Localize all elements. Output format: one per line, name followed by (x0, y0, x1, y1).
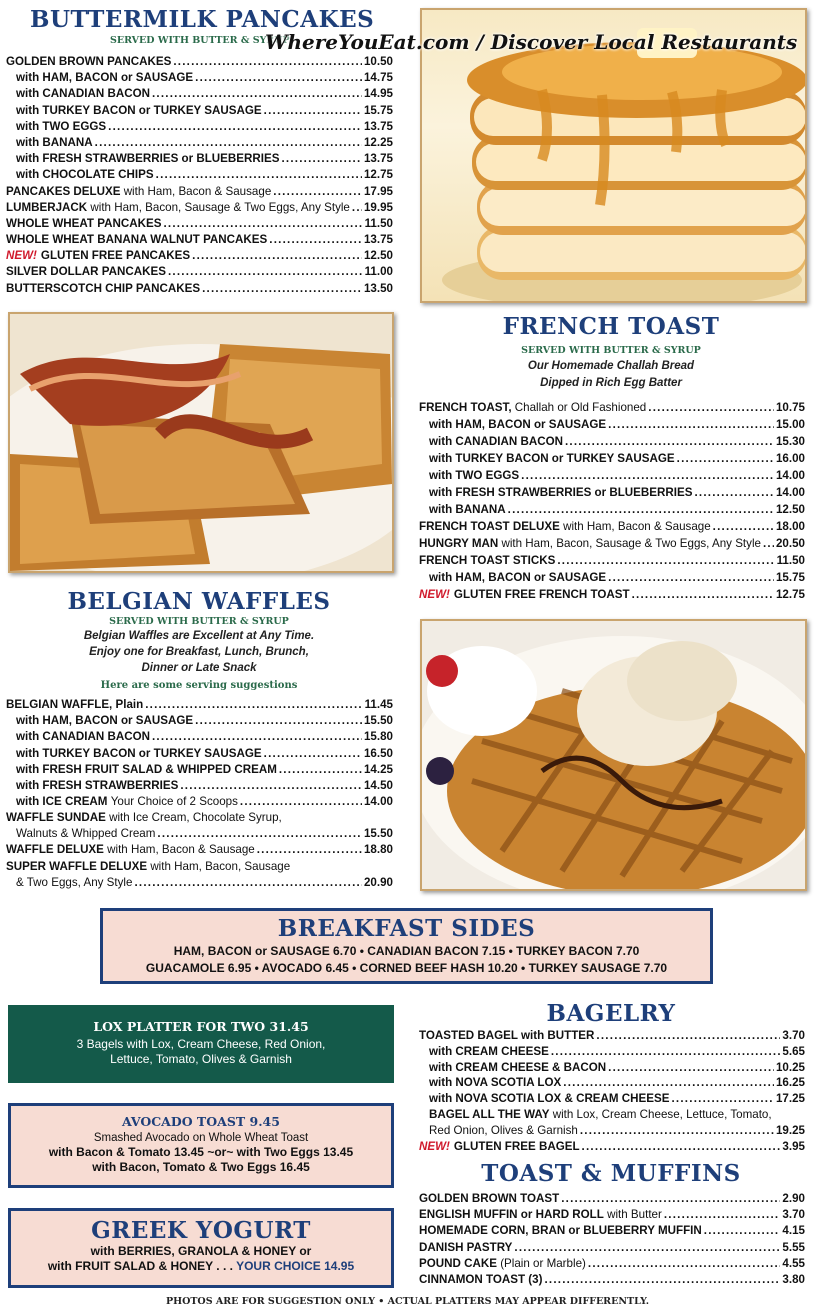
menu-item-name: with CREAM CHEESE (429, 1044, 549, 1058)
avocado-toast-line-3: with Bacon, Tomato & Two Eggs 16.45 (92, 1160, 310, 1174)
menu-item-name: with HAM, BACON or SAUSAGE (16, 714, 194, 728)
super-waffle-price: 20.90 (363, 875, 393, 889)
menu-item (419, 1191, 805, 1207)
waffle-deluxe-desc: with Ham, Bacon & Sausage (107, 843, 255, 857)
avocado-toast-title: AVOCADO TOAST 9.45 (122, 1114, 280, 1129)
super-waffle-name: SUPER WAFFLE DELUXE (6, 859, 148, 873)
menu-item-name: SILVER DOLLAR PANCAKES (6, 265, 166, 279)
menu-item-desc: with Ham, Bacon & Sausage (123, 184, 272, 198)
menu-item (419, 1044, 805, 1060)
menu-item-desc: with Ham, Bacon & Sausage (563, 520, 711, 533)
waffles-menu (6, 697, 393, 810)
waffles-specials (6, 810, 393, 891)
menu-item (6, 54, 393, 70)
new-badge: NEW! (6, 249, 37, 263)
menu-item-name: POUND CAKE (419, 1256, 497, 1270)
bagelry-title: BAGELRY (546, 1000, 676, 1027)
menu-item (419, 569, 805, 586)
toast-muffins-title: TOAST & MUFFINS (481, 1160, 741, 1187)
menu-item (6, 232, 393, 248)
waffle-sundae-name: WAFFLE SUNDAE (6, 811, 106, 824)
menu-item-name: HOMEMADE CORN, BRAN or BLUEBERRY MUFFIN (419, 1224, 702, 1238)
menu-item-price: 3.70 (782, 1029, 805, 1042)
menu-item (6, 119, 393, 135)
menu-item (419, 484, 805, 501)
menu-item-name: ENGLISH MUFFIN or HARD ROLL (419, 1208, 604, 1222)
greek-yogurt-title: GREEK YOGURT (91, 1217, 311, 1244)
new-badge: NEW! (419, 588, 450, 601)
menu-item (6, 778, 393, 794)
menu-item-price: 14.75 (363, 71, 393, 85)
menu-item (419, 1207, 805, 1223)
avocado-toast-line-1: Smashed Avocado on Whole Wheat Toast (93, 1132, 309, 1144)
menu-item-price: 20.50 (775, 537, 805, 550)
menu-item (6, 184, 393, 200)
menu-item-price: 11.50 (776, 554, 805, 567)
menu-item-name: with CANADIAN BACON (16, 730, 150, 744)
menu-item-name: BELGIAN WAFFLE, Plain (6, 698, 144, 711)
french-toast-note-1: Our Homemade Challah Bread (527, 360, 695, 372)
waffles-title: BELGIAN WAFFLES (67, 588, 331, 615)
french-toast-title: FRENCH TOAST (502, 313, 720, 340)
greek-yogurt-box (8, 1208, 394, 1288)
waffle-sundae-price: 15.50 (363, 827, 393, 841)
french-toast-subtitle: SERVED WITH BUTTER & SYRUP (521, 345, 701, 356)
menu-item-price: 17.25 (775, 1092, 805, 1106)
menu-item-price: 15.50 (363, 714, 393, 728)
menu-item-name: with TWO EGGS (16, 119, 107, 133)
menu-item-price: 12.50 (775, 503, 805, 516)
menu-item (6, 103, 393, 119)
avocado-toast-line-2: with Bacon & Tomato 13.45 ~or~ with Two Eggs 13.45 (48, 1145, 354, 1159)
menu-item-name: with TURKEY BACON or TURKEY SAUSAGE (16, 103, 262, 117)
menu-item-price: 12.50 (363, 249, 393, 263)
menu-item-price: 4.15 (782, 1224, 805, 1238)
menu-item-price: 16.50 (363, 746, 393, 760)
menu-item (6, 762, 393, 778)
menu-item-name: with HAM, BACON or SAUSAGE (429, 418, 607, 431)
menu-item (6, 713, 393, 729)
menu-item-desc: with Ham, Bacon, Sausage & Two Eggs, Any Style (501, 537, 761, 550)
menu-item-name: with ICE CREAM (16, 795, 108, 809)
menu-item (6, 216, 393, 232)
menu-item (419, 552, 805, 569)
new-badge: NEW! (419, 1139, 450, 1153)
menu-item-price: 19.95 (363, 200, 393, 214)
menu-item (6, 746, 393, 762)
menu-item (6, 86, 393, 102)
menu-item (419, 1060, 805, 1076)
menu-item (419, 535, 805, 552)
bagelry-extra (419, 1107, 805, 1154)
menu-item-desc: with Butter (607, 1208, 662, 1222)
menu-item (419, 1240, 805, 1256)
menu-item-name: FRENCH TOAST DELUXE (419, 520, 560, 533)
pancakes-title: BUTTERMILK PANCAKES (30, 6, 375, 33)
menu-item-price: 14.00 (775, 469, 805, 482)
menu-item-name: with FRESH FRUIT SALAD & WHIPPED CREAM (16, 762, 277, 776)
menu-item-price: 14.50 (363, 778, 393, 792)
menu-item-name: with CANADIAN BACON (16, 87, 150, 101)
breakfast-sides-line-2: GUACAMOLE 6.95 • AVOCADO 6.45 • CORNED BEEF HASH 10.20 • TURKEY SAUSAGE 7.70 (145, 961, 668, 975)
menu-item-name: FRENCH TOAST, (419, 401, 512, 414)
menu-item (6, 135, 393, 151)
waffles-note-1: Belgian Waffles are Excellent at Any Time. (83, 630, 315, 642)
menu-item (419, 1223, 805, 1239)
menu-item-price: 4.55 (782, 1256, 805, 1270)
waffle-deluxe-price: 18.80 (363, 843, 393, 857)
menu-item-price: 17.95 (363, 184, 393, 198)
menu-item-price: 18.00 (775, 520, 805, 533)
menu-item-name: with CREAM CHEESE & BACON (429, 1060, 607, 1074)
waffle-sundae-desc-1: with Ice Cream, Chocolate Syrup, (109, 811, 282, 824)
menu-item-name: with BANANA (16, 135, 93, 149)
menu-item (419, 467, 805, 484)
menu-item (6, 794, 393, 810)
menu-item-name: with NOVA SCOTIA LOX (429, 1076, 562, 1090)
menu-item (419, 586, 805, 603)
menu-item-desc: Your Choice of 2 Scoops (110, 795, 238, 809)
pancakes-subtitle: SERVED WITH BUTTER & SYRUP (110, 35, 290, 46)
gluten-free-bagel-price: 3.95 (782, 1139, 805, 1153)
menu-item-price: 15.75 (775, 571, 805, 584)
menu-item (419, 501, 805, 518)
menu-item-name: GLUTEN FREE FRENCH TOAST (453, 588, 630, 601)
menu-item (6, 151, 393, 167)
menu-item-name: with TWO EGGS (429, 469, 520, 482)
menu-item-price: 13.50 (363, 281, 393, 295)
menu-item-name: GLUTEN FREE PANCAKES (40, 249, 191, 263)
menu-item-name: GOLDEN BROWN TOAST (419, 1192, 560, 1205)
french-toast-menu (419, 399, 805, 603)
menu-item (419, 399, 805, 416)
menu-item (419, 1091, 805, 1107)
toast-muffins-menu (419, 1191, 805, 1288)
menu-item (419, 416, 805, 433)
menu-item-price: 13.75 (363, 152, 393, 166)
menu-item-price: 2.90 (782, 1192, 805, 1205)
breakfast-sides-title: BREAKFAST SIDES (277, 915, 536, 942)
breakfast-sides-line-1: HAM, BACON or SAUSAGE 6.70 • CANADIAN BACON 7.15 • TURKEY BACON 7.70 (173, 944, 640, 958)
menu-item-price: 3.70 (782, 1208, 805, 1222)
menu-item-price: 13.75 (363, 233, 393, 247)
menu-item-desc: Challah or Old Fashioned (514, 401, 647, 414)
bagel-all-way-price: 19.25 (775, 1123, 805, 1137)
waffle-sundae-desc-2: Walnuts & Whipped Cream (16, 827, 156, 841)
pancakes-menu (6, 54, 393, 297)
menu-item-price: 11.50 (364, 216, 393, 230)
french-toast-image (10, 314, 392, 571)
menu-item-price: 12.75 (775, 588, 805, 601)
waffles-subtitle: SERVED WITH BUTTER & SYRUP (109, 616, 289, 627)
super-waffle-desc-1: with Ham, Bacon, Sausage (150, 859, 291, 873)
french-toast-photo (8, 312, 394, 573)
menu-item-name: FRENCH TOAST STICKS (419, 554, 556, 567)
menu-item (6, 281, 393, 297)
menu-item-name: with BANANA (429, 503, 506, 516)
menu-item (419, 1256, 805, 1272)
menu-item-name: WHOLE WHEAT BANANA WALNUT PANCAKES (6, 233, 268, 247)
menu-item-price: 5.65 (782, 1044, 805, 1058)
super-waffle-desc-2: & Two Eggs, Any Style (16, 875, 133, 889)
breakfast-sides-box (100, 908, 713, 984)
menu-item (419, 1028, 805, 1044)
waffles-note-2: Enjoy one for Breakfast, Lunch, Brunch, (89, 646, 309, 658)
menu-item-price: 11.45 (364, 698, 393, 711)
menu-item-name: LUMBERJACK (6, 200, 88, 214)
menu-item-price: 14.00 (775, 486, 805, 499)
menu-item (6, 248, 393, 264)
footer-disclaimer: PHOTOS ARE FOR SUGGESTION ONLY • ACTUAL PLATTERS MAY APPEAR DIFFERENTLY. (165, 1296, 650, 1307)
menu-item-price: 16.25 (775, 1076, 805, 1090)
bagel-all-way-name: BAGEL ALL THE WAY (429, 1108, 550, 1121)
menu-item-name: with FRESH STRAWBERRIES or BLUEBERRIES (429, 486, 693, 499)
menu-item-name: with TURKEY BACON or TURKEY SAUSAGE (429, 452, 675, 465)
menu-item-price: 11.00 (364, 265, 393, 279)
gluten-free-bagel-name: GLUTEN FREE BAGEL (453, 1139, 580, 1153)
menu-item-price: 15.75 (363, 103, 393, 117)
avocado-toast-box (8, 1103, 394, 1188)
waffle-deluxe-name: WAFFLE DELUXE (6, 843, 104, 857)
menu-item-price: 14.25 (363, 762, 393, 776)
lox-platter-line-2: Lettuce, Tomato, Olives & Garnish (110, 1052, 292, 1066)
bagelry-menu (419, 1028, 805, 1107)
menu-item (419, 1075, 805, 1091)
menu-item (419, 1272, 805, 1288)
menu-item-price: 10.50 (363, 55, 393, 68)
menu-item-desc: (Plain or Marble) (500, 1256, 586, 1270)
menu-item-price: 12.25 (363, 135, 393, 149)
menu-item-name: PANCAKES DELUXE (6, 184, 121, 198)
waffle-image (422, 621, 805, 889)
menu-item-name: CINNAMON TOAST (3) (419, 1272, 543, 1286)
menu-item (6, 697, 393, 713)
menu-item-name: with FRESH STRAWBERRIES or BLUEBERRIES (16, 152, 280, 166)
menu-item-name: GOLDEN BROWN PANCAKES (6, 55, 172, 68)
menu-item-name: with CHOCOLATE CHIPS (16, 168, 154, 182)
french-toast-note-2: Dipped in Rich Egg Batter (540, 377, 682, 389)
menu-item-price: 10.75 (775, 401, 805, 414)
menu-item-price: 15.30 (775, 435, 805, 448)
lox-platter-line-1: 3 Bagels with Lox, Cream Cheese, Red Onion, (76, 1037, 326, 1051)
menu-item-price: 15.80 (363, 730, 393, 744)
waffles-note-3: Dinner or Late Snack (141, 662, 257, 674)
menu-item-price: 14.95 (363, 87, 393, 101)
greek-yogurt-line-2: with FRUIT SALAD & HONEY . . . (47, 1259, 233, 1273)
waffles-suggestions: Here are some serving suggestions (100, 680, 298, 691)
menu-item-price: 16.00 (775, 452, 805, 465)
menu-item-price: 12.75 (363, 168, 393, 182)
menu-item (6, 200, 393, 216)
menu-item (419, 518, 805, 535)
menu-item-price: 10.25 (775, 1060, 805, 1074)
menu-item-name: with NOVA SCOTIA LOX & CREAM CHEESE (429, 1092, 670, 1106)
menu-item (6, 70, 393, 86)
menu-item-name: with FRESH STRAWBERRIES (16, 778, 179, 792)
menu-item-price: 15.00 (775, 418, 805, 431)
bagel-all-way-desc-2: Red Onion, Olives & Garnish (429, 1123, 578, 1137)
menu-item (6, 264, 393, 280)
bagel-all-way-desc-1: with Lox, Cream Cheese, Lettuce, Tomato, (552, 1108, 772, 1121)
menu-item-name: DANISH PASTRY (419, 1240, 513, 1254)
menu-item-price: 14.00 (363, 795, 393, 809)
lox-platter-box (8, 1005, 394, 1083)
menu-item (419, 433, 805, 450)
menu-item-name: with CANADIAN BACON (429, 435, 563, 448)
lox-platter-title: LOX PLATTER FOR TWO 31.45 (93, 1019, 309, 1034)
greek-yogurt-choice: YOUR CHOICE 14.95 (236, 1259, 355, 1273)
menu-item (419, 450, 805, 467)
greek-yogurt-line-1: with BERRIES, GRANOLA & HONEY or (90, 1244, 312, 1258)
menu-item (6, 729, 393, 745)
waffle-photo (420, 619, 807, 891)
menu-item-name: TOASTED BAGEL with BUTTER (419, 1029, 595, 1042)
menu-item-desc: with Ham, Bacon, Sausage & Two Eggs, Any Style (90, 200, 350, 214)
menu-item-name: BUTTERSCOTCH CHIP PANCAKES (6, 281, 201, 295)
menu-item-name: with TURKEY BACON or TURKEY SAUSAGE (16, 746, 262, 760)
menu-item-price: 3.80 (782, 1272, 805, 1286)
menu-item-name: with HAM, BACON or SAUSAGE (429, 571, 607, 584)
menu-item-name: with HAM, BACON or SAUSAGE (16, 71, 194, 85)
watermark: WhereYouEat.com / Discover Local Restaurants (265, 30, 798, 54)
menu-item-name: HUNGRY MAN (419, 537, 499, 550)
menu-item-name: WHOLE WHEAT PANCAKES (6, 216, 162, 230)
menu-item-price: 5.55 (782, 1240, 805, 1254)
menu-item (6, 167, 393, 183)
menu-item-price: 13.75 (363, 119, 393, 133)
